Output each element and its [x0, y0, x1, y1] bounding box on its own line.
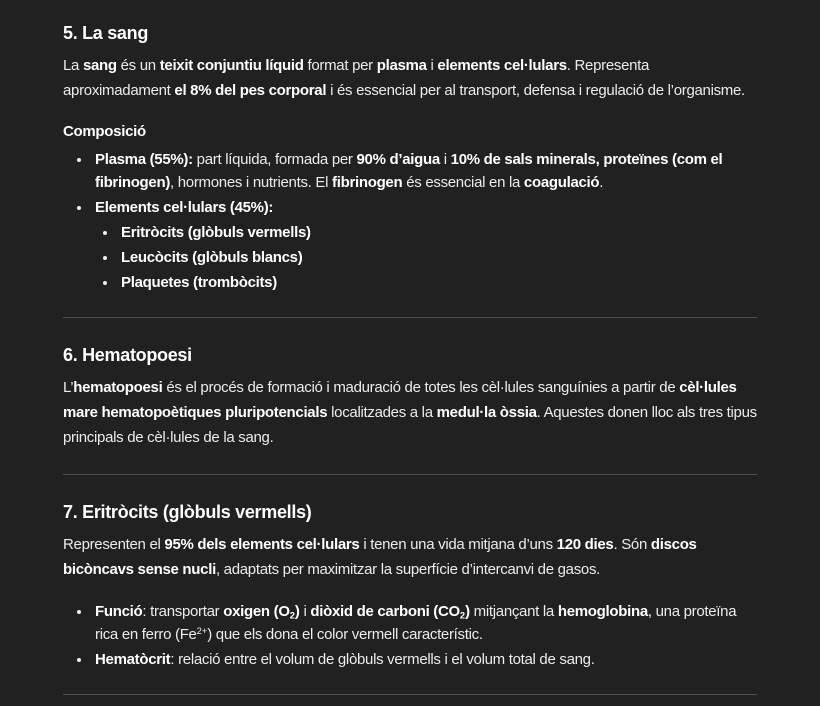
bold-text-run: 2	[459, 610, 466, 621]
divider	[63, 474, 757, 475]
bold-text-run: coagulació	[523, 174, 600, 191]
text-run: és un	[116, 57, 160, 74]
sub-heading-paragraph	[63, 119, 757, 144]
bold-text-run: oxigen (O	[223, 603, 290, 620]
list-item	[118, 246, 757, 269]
bold-text-run: )	[294, 603, 300, 620]
bold-text-run: Funció	[95, 603, 143, 620]
bold-text-run: medul·la òssia	[436, 404, 537, 421]
text-run: L’	[63, 379, 74, 396]
list-item	[92, 648, 757, 671]
list-item	[118, 271, 757, 294]
bold-text-run: 2	[289, 610, 295, 621]
bold-text-run: Elements cel·lulars (45%):	[95, 199, 274, 216]
bold-text-run: cèl·lules mare hematopoètiques pluripotencials	[63, 379, 737, 421]
text-run: . Són	[613, 536, 651, 553]
bold-text-run: 120 dies	[556, 536, 614, 553]
bold-text-run: 95% dels elements cel·lulars	[164, 536, 360, 553]
bold-text-run: 10% de sals minerals, proteïnes (com el fibrinogen)	[95, 151, 723, 191]
bullet-list	[63, 598, 757, 673]
bold-text-run: Composició	[63, 123, 146, 140]
list-item	[118, 221, 757, 244]
text-run: localitzades a la	[327, 404, 437, 421]
bold-text-run: Plaquetes (trombòcits)	[121, 274, 277, 291]
paragraph	[63, 375, 757, 450]
text-run: . Aquestes donen lloc als tres tipus principals de cèl·lules de la sang.	[63, 404, 757, 446]
text-run: : relació entre el volum de glòbuls vermells i el volum total de sang.	[170, 651, 595, 668]
bold-text-run: Leucòcits (glòbuls blancs)	[121, 249, 303, 266]
text-run: format per	[303, 57, 377, 74]
bold-text-run: el 8% del pes corporal	[174, 82, 327, 99]
list-item	[92, 196, 757, 294]
text-run: part líquida, formada per	[192, 151, 357, 168]
bold-text-run: sang	[82, 57, 117, 74]
bold-text-run: )	[465, 603, 470, 620]
text-run: i	[426, 57, 438, 74]
bold-text-run: Plasma (55%):	[95, 151, 193, 168]
nested-bullet-list	[95, 221, 757, 294]
section-heading: 5. La sang	[63, 23, 149, 43]
text-run: Representen el	[63, 536, 165, 553]
bold-text-run: elements cel·lulars	[437, 57, 567, 74]
superscript-run: 2+	[196, 625, 208, 636]
text-run: , adaptats per maximitzar la superfície d’intercanvi de gasos.	[215, 561, 601, 578]
text-run: .	[599, 174, 604, 191]
divider	[63, 317, 757, 318]
text-run: és essencial en la	[402, 174, 524, 191]
text-run: ) que els dona el color vermell característic.	[207, 626, 483, 643]
bold-text-run: 90% d’aigua	[356, 151, 440, 168]
bold-text-run: discos bicòncavs sense nucli	[63, 536, 697, 578]
text-run: és el procés de formació i maduració de totes les cèl·lules sanguínies a partir de	[162, 379, 680, 396]
text-run: La	[63, 57, 83, 74]
bold-text-run: teixit conjuntiu líquid	[159, 57, 304, 74]
text-run: i és essencial per al transport, defensa i regulació de l’organisme.	[326, 82, 745, 99]
text-run: i tenen una vida mitjana d’uns	[359, 536, 557, 553]
paragraph	[63, 53, 757, 103]
document	[63, 0, 757, 706]
bold-text-run: diòxid de carboni (CO	[310, 603, 460, 620]
section-heading: 7. Eritròcits (glòbuls vermells)	[63, 502, 312, 522]
text-run: , hormones i nutrients. El	[170, 174, 333, 191]
section-heading: 6. Hematopoesi	[63, 345, 192, 365]
text-run: . Representa aproximadament	[63, 57, 650, 99]
bold-text-run: fibrinogen	[332, 174, 403, 191]
text-run: i	[299, 603, 311, 620]
text-run: i	[439, 151, 451, 168]
text-run: , una proteïna rica en ferro (Fe	[95, 603, 737, 643]
bold-text-run: plasma	[376, 57, 427, 74]
bold-text-run: Eritròcits (glòbuls vermells)	[121, 224, 311, 241]
bold-text-run: Hematòcrit	[95, 651, 171, 668]
text-run: : transportar	[142, 603, 224, 620]
bold-text-run: hematopoesi	[73, 379, 163, 396]
divider	[63, 694, 757, 695]
bold-text-run: hemoglobina	[557, 603, 648, 620]
bullet-list	[63, 146, 757, 296]
list-item	[92, 148, 757, 194]
paragraph	[63, 532, 757, 582]
list-item	[92, 600, 757, 646]
text-run: mitjançant la	[469, 603, 558, 620]
